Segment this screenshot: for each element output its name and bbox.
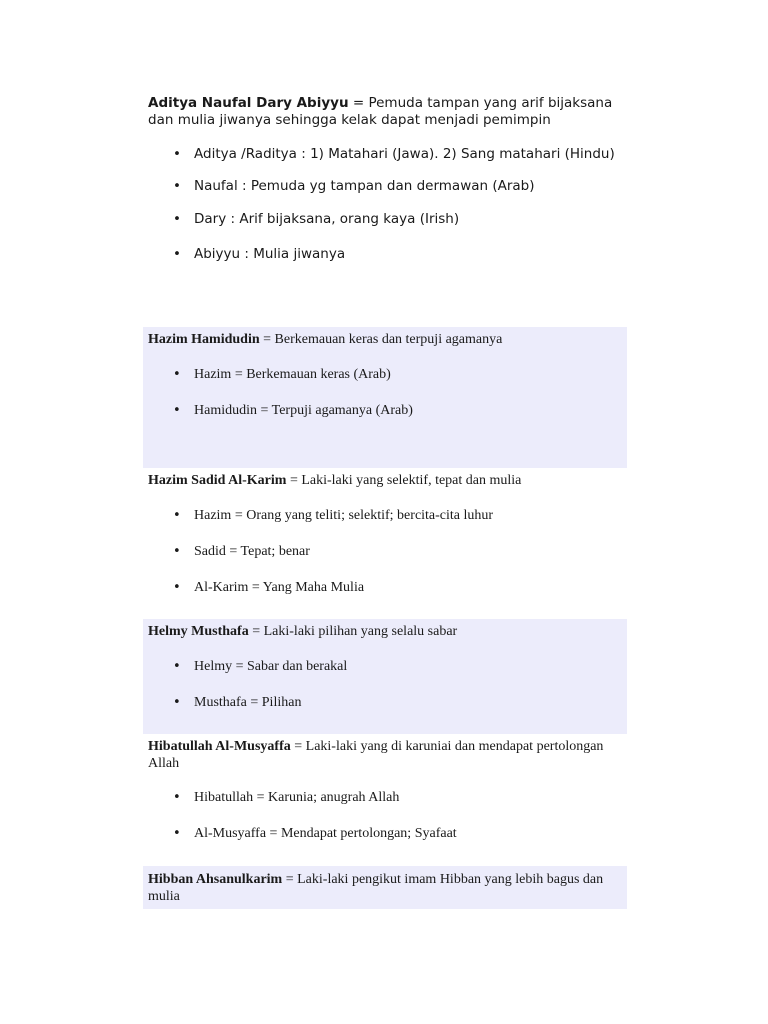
meaning-list xyxy=(148,658,622,711)
entry-meaning: = Laki-laki yang selektif, tepat dan mulia xyxy=(286,473,522,488)
entry-heading xyxy=(148,871,622,905)
name-entry-hibban xyxy=(143,866,627,909)
name-entry-helmy-musthafa xyxy=(143,619,627,734)
list-item: • Hamidudin = Terpuji agamanya (Arab) xyxy=(148,402,622,419)
entry-meaning: = Laki-laki pengikut imam Hibban yang lebih bagus dan mulia xyxy=(148,872,604,904)
meaning-list xyxy=(148,146,622,263)
entry-name: Hazim Sadid Al-Karim xyxy=(148,473,287,488)
list-item: • Aditya /Raditya : 1) Matahari (Jawa). 2) Sang matahari (Hindu) xyxy=(148,146,622,163)
entry-heading xyxy=(148,95,622,129)
entry-name: Hibban Ahsanulkarim xyxy=(148,872,283,887)
list-item: • Hibatullah = Karunia; anugrah Allah xyxy=(148,789,622,806)
entry-name: Helmy Musthafa xyxy=(148,624,249,639)
entry-heading xyxy=(148,623,622,640)
list-item: • Musthafa = Pilihan xyxy=(148,694,622,711)
name-entry-hibatullah xyxy=(143,734,627,866)
entry-meaning: = Pemuda tampan yang arif bijaksana dan mulia jiwanya sehingga kelak dapat menjadi pemimpin xyxy=(148,95,613,128)
list-item: • Naufal : Pemuda yg tampan dan dermawan (Arab) xyxy=(148,178,622,195)
name-entry-aditya xyxy=(143,95,627,310)
entry-meaning: = Laki-laki pilihan yang selalu sabar xyxy=(248,624,458,639)
entry-meaning: = Berkemauan keras dan terpuji agamanya xyxy=(259,332,503,347)
name-entry-hazim-sadid xyxy=(143,468,627,619)
meaning-list xyxy=(148,789,622,842)
list-item: • Hazim = Orang yang teliti; selektif; bercita-cita luhur xyxy=(148,507,622,524)
entry-meaning: = Laki-laki yang di karuniai dan mendapat pertolongan Allah xyxy=(148,739,604,771)
entry-name: Aditya Naufal Dary Abiyyu xyxy=(148,95,349,111)
list-item: • Sadid = Tepat; benar xyxy=(148,543,622,560)
list-item: • Al-Karim = Yang Maha Mulia xyxy=(148,579,622,596)
meaning-list xyxy=(148,507,622,596)
meaning-list xyxy=(148,366,622,419)
list-item: • Hazim = Berkemauan keras (Arab) xyxy=(148,366,622,383)
list-item: • Abiyyu : Mulia jiwanya xyxy=(148,246,622,263)
entry-heading xyxy=(148,331,622,348)
list-item: • Al-Musyaffa = Mendapat pertolongan; Syafaat xyxy=(148,825,622,842)
entry-heading xyxy=(148,472,622,489)
list-item: • Helmy = Sabar dan berakal xyxy=(148,658,622,675)
entry-heading xyxy=(148,738,622,772)
entry-name: Hibatullah Al-Musyaffa xyxy=(148,739,291,754)
entry-name: Hazim Hamidudin xyxy=(148,332,260,347)
name-entry-hazim-hamidudin xyxy=(143,327,627,468)
list-item: • Dary : Arif bijaksana, orang kaya (Irish) xyxy=(148,211,622,228)
